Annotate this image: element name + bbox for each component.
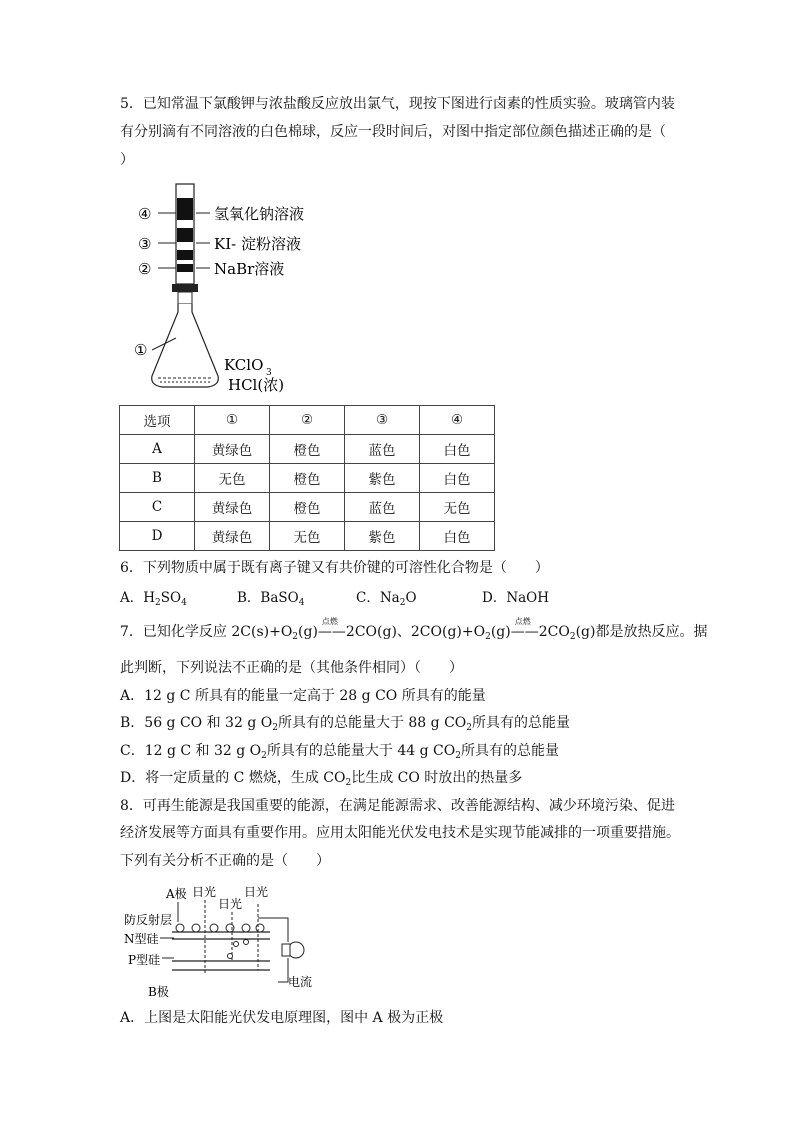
- table-cell: 蓝色: [345, 493, 420, 522]
- table-cell: 无色: [420, 493, 495, 522]
- table-row: [120, 493, 495, 522]
- q7-option-d: D．将一定质量的 C 燃烧，生成 $CO_2$比生成 CO 时放出的热量多: [120, 770, 523, 788]
- a-pole-label: A极: [166, 887, 187, 901]
- table-cell: B: [120, 464, 195, 493]
- q8-stem-line1: 8．可再生能源是我国重要的能源，在满足能源需求、改善能源结构、减少环境污染、促进: [120, 798, 675, 814]
- table-cell: 黄绿色: [195, 493, 270, 522]
- table-cell: A: [120, 435, 195, 464]
- anti-reflection-label: 防反射层: [124, 913, 173, 927]
- solution-nabr: NaBr溶液: [214, 260, 285, 278]
- table-cell: 黄绿色: [195, 435, 270, 464]
- label-3: ③: [138, 235, 152, 253]
- sunlight-label-2: 日光: [218, 897, 243, 911]
- label-4: ④: [138, 205, 152, 223]
- q8-stem-line3: 下列有关分析不正确的是（ ）: [120, 853, 330, 869]
- b-pole-label: B极: [148, 985, 169, 999]
- reagent-kclo3-sub: 3: [266, 368, 272, 378]
- q5-stem-line1: 5．已知常温下氯酸钾与浓盐酸反应放出氯气，现按下图进行卤素的性质实验。玻璃管内装: [120, 96, 675, 112]
- label-1: ①: [134, 341, 148, 359]
- solution-naoh: 氢氧化钠溶液: [214, 205, 305, 223]
- sunlight-label-3: 日光: [244, 885, 269, 899]
- reagent-hcl: HCl(浓): [228, 376, 285, 394]
- q6-option-c: C．$Na_2O$: [356, 590, 417, 608]
- reagent-kclo3: KClO: [224, 356, 264, 374]
- reaction-arrow: —— 点燃: [510, 617, 539, 640]
- table-header-cell: ②: [270, 406, 345, 435]
- q7-option-b: B．56 g CO 和 32 g $O_2$所具有的总能量大于 88 g $CO_2$所具有的总能量: [120, 715, 571, 733]
- q6-option-a: A．$H_2SO_4$: [120, 590, 187, 608]
- q7-stem-line2: 此判断，下列说法不正确的是（其他条件相同）（ ）: [120, 660, 463, 676]
- q5-stem-line3: ）: [120, 152, 134, 168]
- q6-stem: 6．下列物质中属于既有离子键又有共价键的可溶性化合物是（ ）: [120, 560, 549, 576]
- table-cell: 紫色: [345, 522, 420, 551]
- q6-option-b: B．BaSO$_4$: [237, 590, 305, 608]
- table-row: [120, 464, 495, 493]
- q8-option-a: A．上图是太阳能光伏发电原理图，图中 A 极为正极: [120, 1010, 444, 1026]
- table-cell: 蓝色: [345, 435, 420, 464]
- current-label: 电流: [288, 975, 313, 989]
- q5-options-table: [119, 405, 495, 551]
- reaction-arrow: —— 点燃: [317, 617, 346, 640]
- table-cell: 白色: [420, 464, 495, 493]
- table-row: [120, 522, 495, 551]
- table-row: [120, 435, 495, 464]
- table-header-cell: 选项: [120, 406, 195, 435]
- q7-option-a: A．12 g C 所具有的能量一定高于 28 g CO 所具有的能量: [120, 688, 486, 704]
- q6-option-d: D．NaOH: [482, 590, 550, 606]
- solution-ki: KI- 淀粉溶液: [214, 235, 301, 253]
- sunlight-label-1: 日光: [192, 885, 217, 899]
- solar-cell-diagram: [118, 882, 318, 1002]
- table-cell: 无色: [270, 522, 345, 551]
- q7-stem-line1: 7．已知化学反应 $2C(s)+O_2(g)——$ 点燃 2CO(g)、$2CO(g)+O_2(g)——$ 点燃 $2CO_2(g)$都是放热反应。据: [120, 617, 708, 642]
- q5-stem-line2: 有分别滴有不同溶液的白色棉球，反应一段时间后，对图中指定部位颜色描述正确的是（: [120, 124, 666, 140]
- n-silicon-label: N型硅: [124, 932, 159, 946]
- table-cell: 黄绿色: [195, 522, 270, 551]
- table-cell: 橙色: [270, 464, 345, 493]
- table-cell: D: [120, 522, 195, 551]
- label-2: ②: [138, 260, 152, 278]
- table-cell: 紫色: [345, 464, 420, 493]
- table-cell: 橙色: [270, 493, 345, 522]
- table-header-cell: ①: [195, 406, 270, 435]
- table-header-cell: ③: [345, 406, 420, 435]
- table-cell: 橙色: [270, 435, 345, 464]
- p-silicon-label: P型硅: [128, 953, 161, 967]
- halogen-apparatus-diagram: [130, 180, 330, 402]
- table-cell: 无色: [195, 464, 270, 493]
- table-header-cell: ④: [420, 406, 495, 435]
- table-header-row: [120, 406, 495, 435]
- table-cell: 白色: [420, 522, 495, 551]
- table-cell: C: [120, 493, 195, 522]
- q8-stem-line2: 经济发展等方面具有重要作用。应用太阳能光伏发电技术是实现节能减排的一项重要措施。: [120, 825, 680, 841]
- table-cell: 白色: [420, 435, 495, 464]
- q7-option-c: C．12 g C 和 32 g $O_2$所具有的总能量大于 44 g $CO_2$所具有的总能量: [120, 743, 559, 761]
